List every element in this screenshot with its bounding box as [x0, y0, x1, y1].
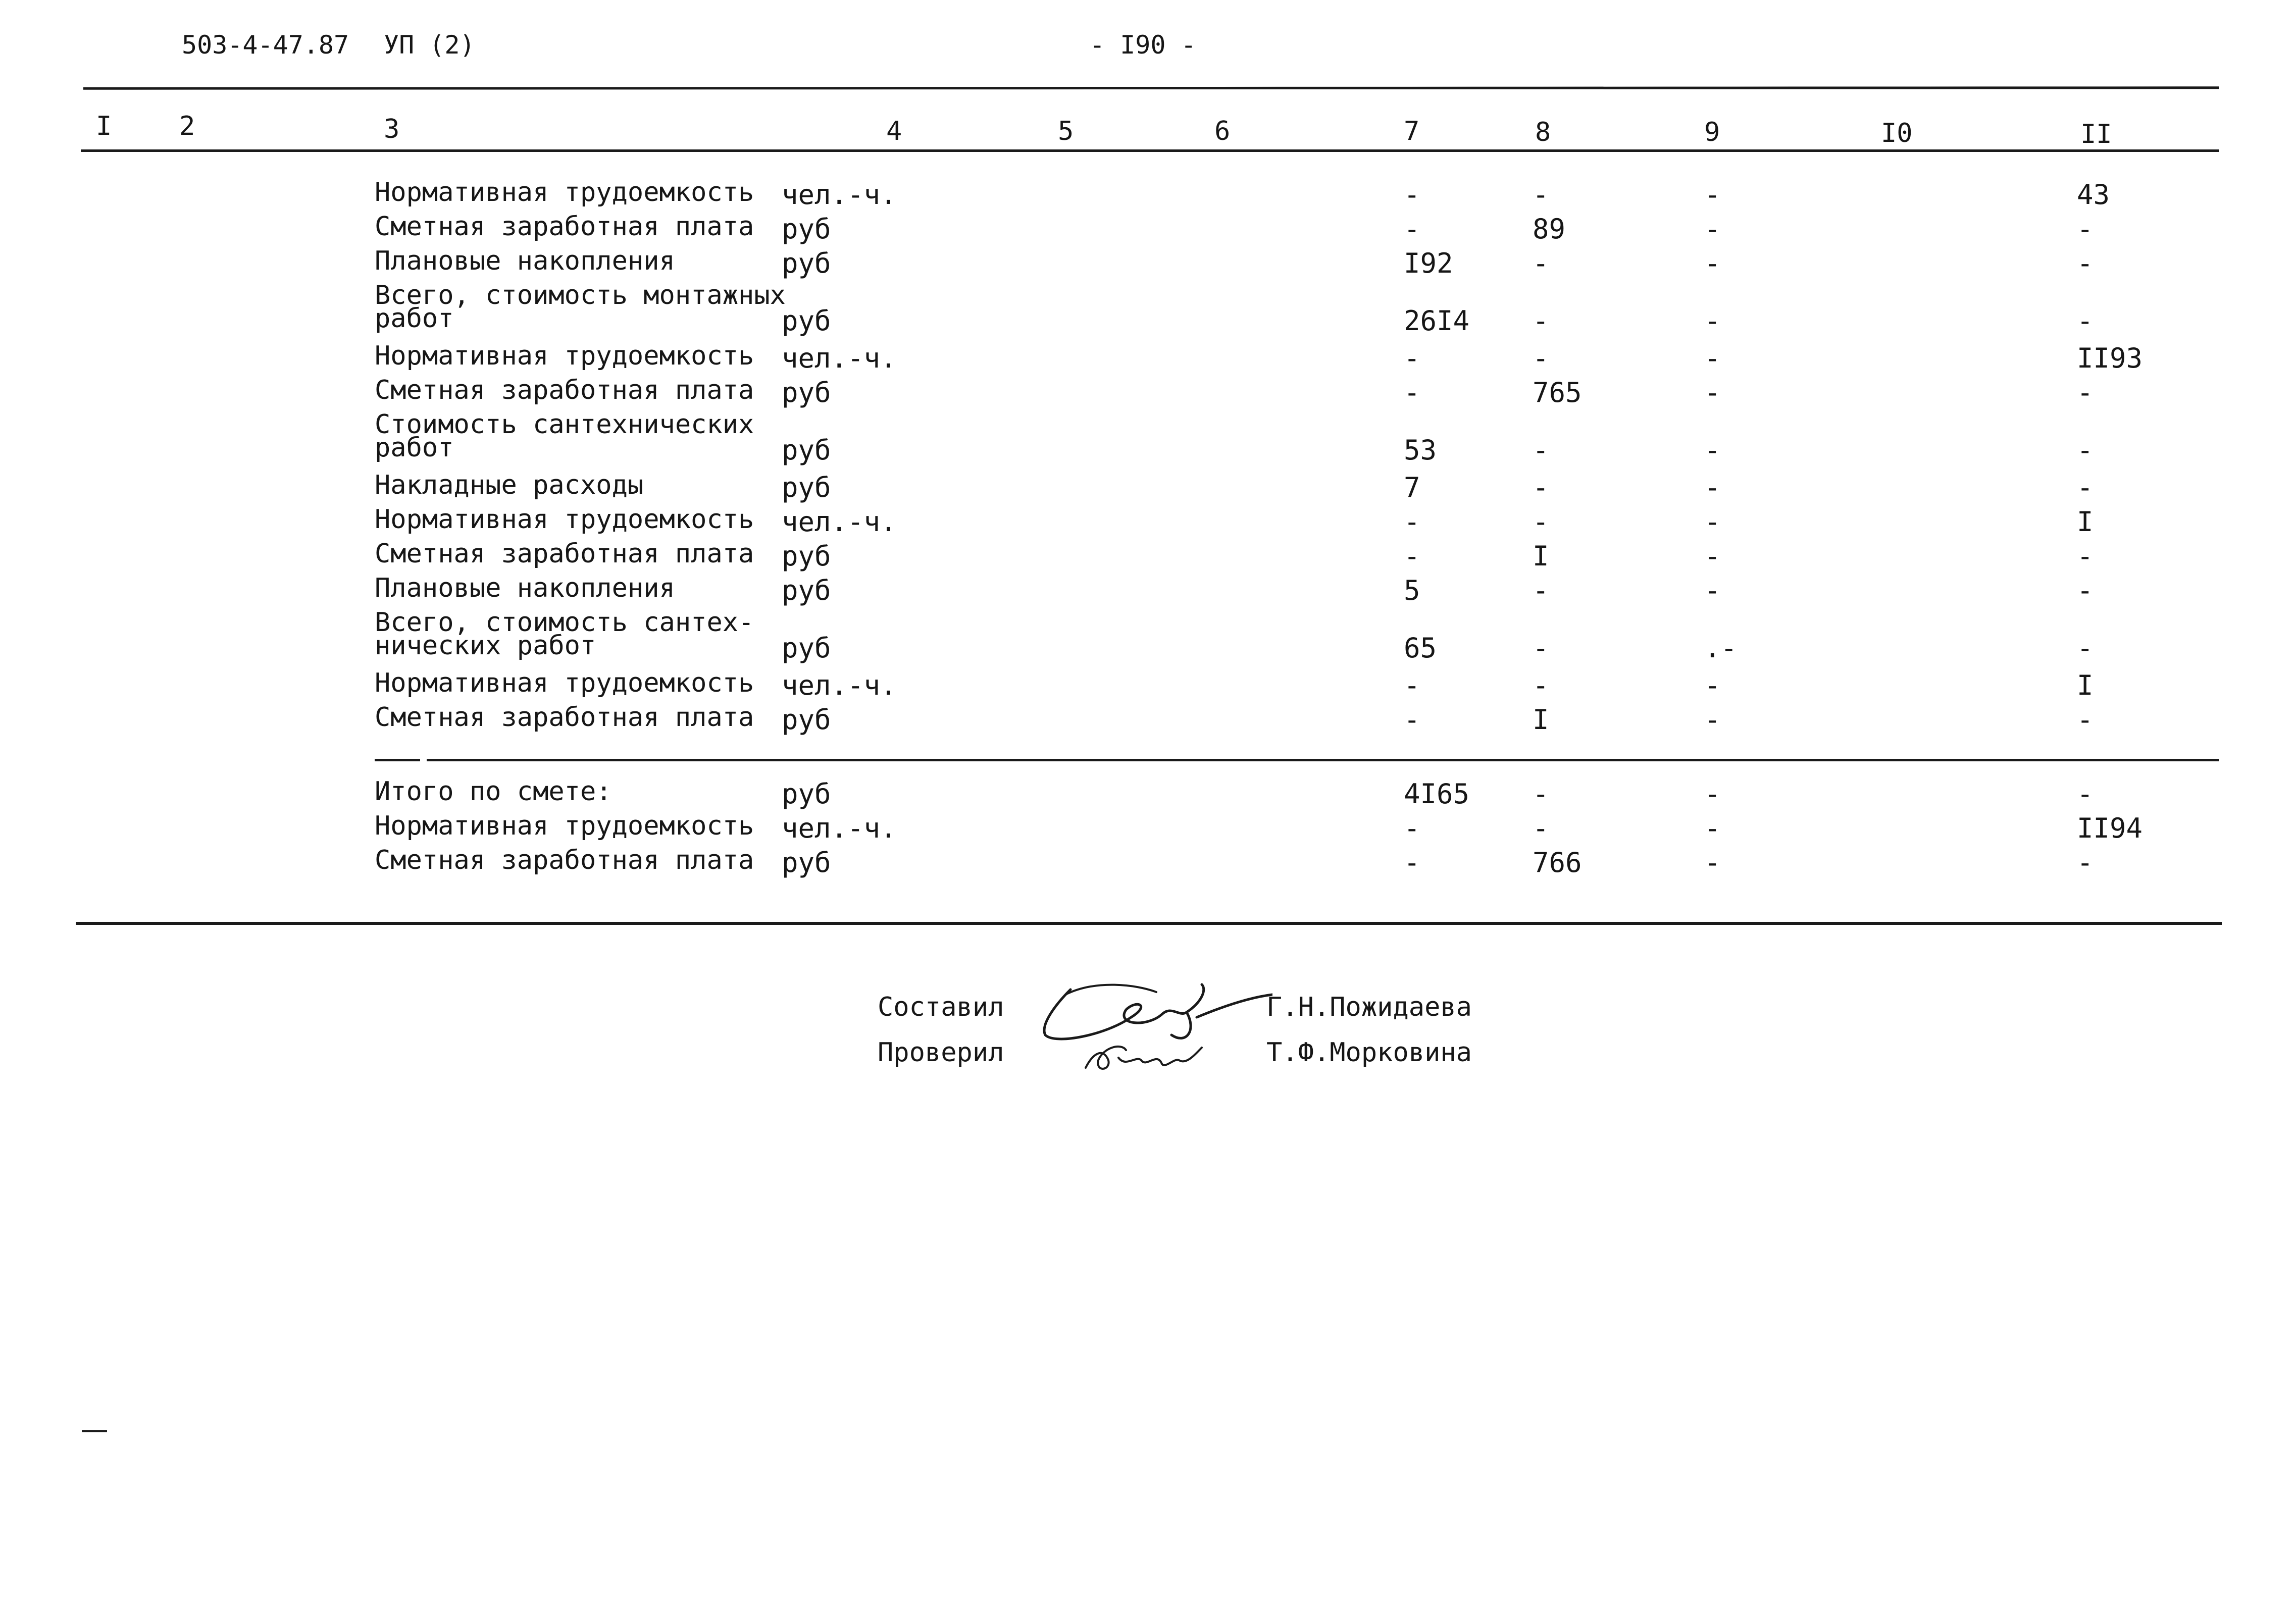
col8-value: 765	[1533, 377, 1582, 408]
col9-value: -	[1704, 540, 1721, 572]
row-unit: чел.-ч.	[782, 179, 897, 211]
column-number-7: 7	[1404, 116, 1420, 146]
col11-value: I	[2077, 506, 2094, 538]
col11-value: -	[2077, 472, 2094, 503]
col11-value: -	[2077, 213, 2094, 245]
row-description	[375, 573, 774, 603]
col7-value: 53	[1404, 434, 1437, 466]
row-description-line: Стоимость сантехнических	[375, 409, 754, 440]
row-description	[375, 177, 774, 207]
row-description-line: Накладные расходы	[375, 470, 644, 500]
col8-value: -	[1533, 669, 1549, 701]
col11-value: I	[2077, 669, 2094, 701]
col9-value: -	[1704, 247, 1721, 279]
row-unit: руб	[782, 434, 831, 466]
col9-value: -	[1704, 669, 1721, 701]
page-number: - I90 -	[1090, 30, 1196, 60]
column-number-3: 3	[384, 114, 400, 144]
row-description	[375, 375, 774, 405]
document-code: 503-4-47.87	[182, 30, 349, 60]
row-description	[375, 341, 774, 371]
column-number-9: 9	[1704, 117, 1720, 147]
col7-value: -	[1404, 812, 1420, 844]
column-number-4: 4	[886, 116, 902, 146]
col8-value: 89	[1533, 213, 1566, 245]
col9-value: -	[1704, 213, 1721, 245]
row-description-line: Сметная заработная плата	[375, 539, 754, 569]
row-description-line: Нормативная трудоемкость	[375, 177, 754, 207]
row-description	[375, 246, 774, 276]
album-label: УП (2)	[384, 30, 475, 60]
col9-value: -	[1704, 778, 1721, 810]
row-description-line: Итого по смете:	[375, 776, 612, 807]
col8-value: I	[1533, 540, 1549, 572]
column-header-rule	[81, 149, 2219, 152]
col7-value: I92	[1404, 247, 1453, 279]
col9-value: -	[1704, 305, 1721, 337]
col7-value: -	[1404, 213, 1420, 245]
checked-by-name: Т.Ф.Морковина	[1266, 1037, 1472, 1068]
col7-value: 26I4	[1404, 305, 1470, 337]
row-description-line: Нормативная трудоемкость	[375, 341, 754, 371]
col9-value: -	[1704, 847, 1721, 878]
col7-value: -	[1404, 847, 1420, 878]
col7-value: -	[1404, 342, 1420, 374]
row-unit: руб	[782, 704, 831, 736]
col9-value: -	[1704, 179, 1721, 211]
col11-value: -	[2077, 704, 2094, 736]
col8-value: -	[1533, 778, 1549, 810]
row-description	[375, 539, 774, 569]
col9-value: -	[1704, 472, 1721, 503]
row-description	[375, 702, 774, 733]
margin-dash	[82, 1430, 107, 1432]
col8-value: -	[1533, 812, 1549, 844]
row-description	[375, 280, 786, 334]
col8-value: -	[1533, 305, 1549, 337]
col7-value: 4I65	[1404, 778, 1470, 810]
row-description	[375, 212, 774, 242]
row-unit: руб	[782, 847, 831, 878]
row-unit: чел.-ч.	[782, 669, 897, 701]
col8-value: -	[1533, 632, 1549, 664]
totals-separator-dash	[375, 759, 420, 761]
row-unit: чел.-ч.	[782, 342, 897, 374]
col11-value: -	[2077, 575, 2094, 606]
row-description	[375, 845, 774, 875]
row-unit: руб	[782, 213, 831, 245]
col9-value: -	[1704, 575, 1721, 606]
col8-value: -	[1533, 472, 1549, 503]
column-number-5: 5	[1058, 116, 1074, 146]
compiled-by-label: Составил	[878, 992, 1004, 1022]
col7-value: 7	[1404, 472, 1420, 503]
row-description-line: Сметная заработная плата	[375, 212, 754, 242]
compiled-by-name: Г.Н.Пожидаева	[1266, 992, 1472, 1022]
row-description-line: Плановые накопления	[375, 573, 675, 603]
row-unit: чел.-ч.	[782, 812, 897, 844]
col7-value: 65	[1404, 632, 1437, 664]
row-unit: руб	[782, 305, 831, 337]
col9-value: .-	[1704, 632, 1738, 664]
row-unit: руб	[782, 247, 831, 279]
row-description	[375, 811, 774, 841]
col7-value: -	[1404, 506, 1420, 538]
row-description	[375, 776, 774, 807]
col7-value: -	[1404, 179, 1420, 211]
row-description-line: Нормативная трудоемкость	[375, 668, 754, 698]
row-description-line: Сметная заработная плата	[375, 845, 754, 875]
col7-value: -	[1404, 704, 1420, 736]
row-description-line: Нормативная трудоемкость	[375, 504, 754, 535]
row-description	[375, 668, 774, 698]
col7-value: 5	[1404, 575, 1420, 606]
col8-value: 766	[1533, 847, 1582, 878]
table-bottom-rule	[76, 922, 2222, 925]
col8-value: -	[1533, 434, 1549, 466]
col8-value: -	[1533, 342, 1549, 374]
col9-value: -	[1704, 812, 1721, 844]
row-unit: руб	[782, 540, 831, 572]
col9-value: -	[1704, 506, 1721, 538]
row-description-line: нических работ	[375, 631, 596, 661]
row-description	[375, 607, 774, 661]
column-number-6: 6	[1214, 116, 1231, 146]
col7-value: -	[1404, 377, 1420, 408]
column-number-10: I0	[1881, 118, 1913, 148]
row-unit: руб	[782, 575, 831, 606]
checker-signature-icon	[1081, 1032, 1207, 1078]
row-description-line: Сметная заработная плата	[375, 375, 754, 405]
row-unit: руб	[782, 778, 831, 810]
col7-value: -	[1404, 669, 1420, 701]
col11-value: -	[2077, 540, 2094, 572]
col11-value: II93	[2077, 342, 2143, 374]
col8-value: -	[1533, 506, 1549, 538]
col9-value: -	[1704, 377, 1721, 408]
totals-separator-rule	[427, 759, 2219, 761]
col9-value: -	[1704, 434, 1721, 466]
row-description-line: работ	[375, 433, 454, 463]
col8-value: -	[1533, 179, 1549, 211]
row-unit: руб	[782, 472, 831, 503]
col8-value: -	[1533, 575, 1549, 606]
column-number-2: 2	[179, 111, 195, 141]
row-description-line: Всего, стоимость монтажных	[375, 280, 786, 310]
column-number-1: I	[96, 111, 112, 141]
row-description-line: Нормативная трудоемкость	[375, 811, 754, 841]
column-number-11: II	[2080, 119, 2112, 149]
col9-value: -	[1704, 342, 1721, 374]
row-description-line: Сметная заработная плата	[375, 702, 754, 733]
col11-value: -	[2077, 632, 2094, 664]
col9-value: -	[1704, 704, 1721, 736]
row-unit: чел.-ч.	[782, 506, 897, 538]
row-description-line: Плановые накопления	[375, 246, 675, 276]
row-description-line: работ	[375, 303, 454, 334]
row-description	[375, 409, 774, 463]
col11-value: -	[2077, 434, 2094, 466]
row-unit: руб	[782, 377, 831, 408]
col11-value: -	[2077, 377, 2094, 408]
row-unit: руб	[782, 632, 831, 664]
column-number-8: 8	[1535, 117, 1551, 147]
col11-value: -	[2077, 847, 2094, 878]
row-description-line: Всего, стоимость сантех-	[375, 607, 754, 638]
col11-value: -	[2077, 778, 2094, 810]
col11-value: 43	[2077, 179, 2110, 211]
col11-value: II94	[2077, 812, 2143, 844]
row-description	[375, 504, 774, 535]
row-description	[375, 470, 774, 500]
col11-value: -	[2077, 305, 2094, 337]
checked-by-label: Проверил	[878, 1037, 1004, 1068]
col8-value: -	[1533, 247, 1549, 279]
table-top-rule	[83, 86, 2219, 89]
col8-value: I	[1533, 704, 1549, 736]
col11-value: -	[2077, 247, 2094, 279]
col7-value: -	[1404, 540, 1420, 572]
